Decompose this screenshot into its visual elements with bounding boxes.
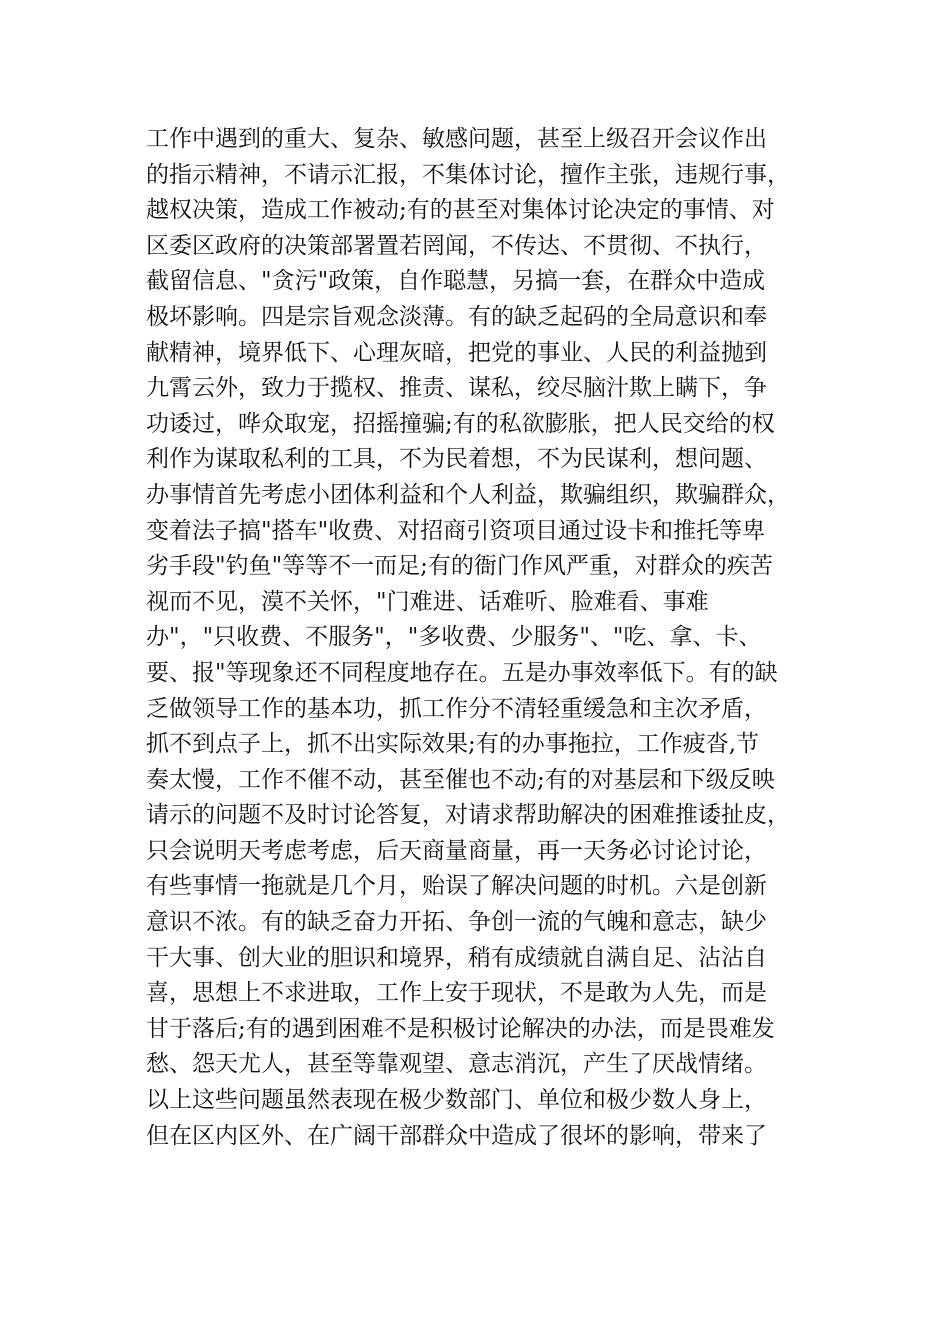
body-text <box>146 122 816 1154</box>
text-line: 的指示精神，不请示汇报，不集体讨论，擅作主张，违规行事， <box>146 161 790 188</box>
text-line: 视而不见，漠不关怀，"门难进、话难听、脸难看、事难 <box>146 588 709 615</box>
text-line: 献精神，境界低下、心理灰暗，把党的事业、人民的利益抛到 <box>146 339 767 366</box>
text-line: 乏做领导工作的基本功，抓工作分不清轻重缓急和主次矛盾， <box>146 695 767 722</box>
text-line: 劣手段"钓鱼"等等不一而足;有的衙门作风严重，对群众的疾苦 <box>146 553 773 580</box>
text-line: 越权决策，造成工作被动;有的甚至对集体讨论决定的事情、对 <box>146 197 775 224</box>
text-line: 甘于落后;有的遇到困难不是积极讨论解决的办法，而是畏难发 <box>146 1015 775 1042</box>
text-line: 喜，思想上不求进取，工作上安于现状，不是敢为人先，而是 <box>146 980 767 1007</box>
text-line: 功诿过，哗众取宠，招摇撞骗;有的私欲膨胀，把人民交给的权 <box>146 410 775 437</box>
text-line: 请示的问题不及时讨论答复，对请求帮助解决的困难推诿扯皮， <box>146 802 790 829</box>
text-line: 办事情首先考虑小团体利益和个人利益，欺骗组织，欺骗群众， <box>146 481 790 508</box>
text-line: 区委区政府的决策部署置若罔闻，不传达、不贯彻、不执行， <box>146 232 767 259</box>
text-line: 奏太慢，工作不催不动，甚至催也不动;有的对基层和下级反映 <box>146 766 775 793</box>
text-line: 只会说明天考虑考虑，后天商量商量，再一天务必讨论讨论， <box>146 837 767 864</box>
text-line: 有些事情一拖就是几个月，贻误了解决问题的时机。六是创新 <box>146 873 767 900</box>
text-line: 工作中遇到的重大、复杂、敏感问题，甚至上级召开会议作出 <box>146 126 767 152</box>
text-line: 抓不到点子上，抓不出实际效果;有的办事拖拉，工作疲沓,节 <box>146 731 760 758</box>
text-line: 意识不浓。有的缺乏奋力开拓、争创一流的气魄和意志，缺少 <box>146 909 767 936</box>
text-line: 办"，"只收费、不服务"，"多收费、少服务"、"吃、拿、卡、 <box>146 624 762 651</box>
text-line: 以上这些问题虽然表现在极少数部门、单位和极少数人身上， <box>146 1087 767 1114</box>
text-line: 愁、怨天尤人，甚至等靠观望、意志消沉，产生了厌战情绪。 <box>146 1051 767 1078</box>
text-line: 变着法子搞"搭车"收费、对招商引资项目通过设卡和推托等卑 <box>146 517 766 544</box>
text-line: 要、报"等现象还不同程度地存在。五是办事效率低下。有的缺 <box>146 659 778 686</box>
text-line: 利作为谋取私利的工具，不为民着想，不为民谋利，想问题、 <box>146 446 767 473</box>
text-line: 但在区内区外、在广阔干部群众中造成了很坏的影响，带来了 <box>146 1122 767 1149</box>
text-line: 截留信息、"贪污"政策，自作聪慧，另搞一套，在群众中造成 <box>146 268 766 295</box>
text-line: 九霄云外，致力于揽权、推责、谋私，绞尽脑汁欺上瞒下，争 <box>146 375 767 402</box>
text-line: 极坏影响。四是宗旨观念淡薄。有的缺乏起码的全局意识和奉 <box>146 303 767 330</box>
text-line: 干大事、创大业的胆识和境界，稍有成绩就自满自足、沾沾自 <box>146 944 767 971</box>
